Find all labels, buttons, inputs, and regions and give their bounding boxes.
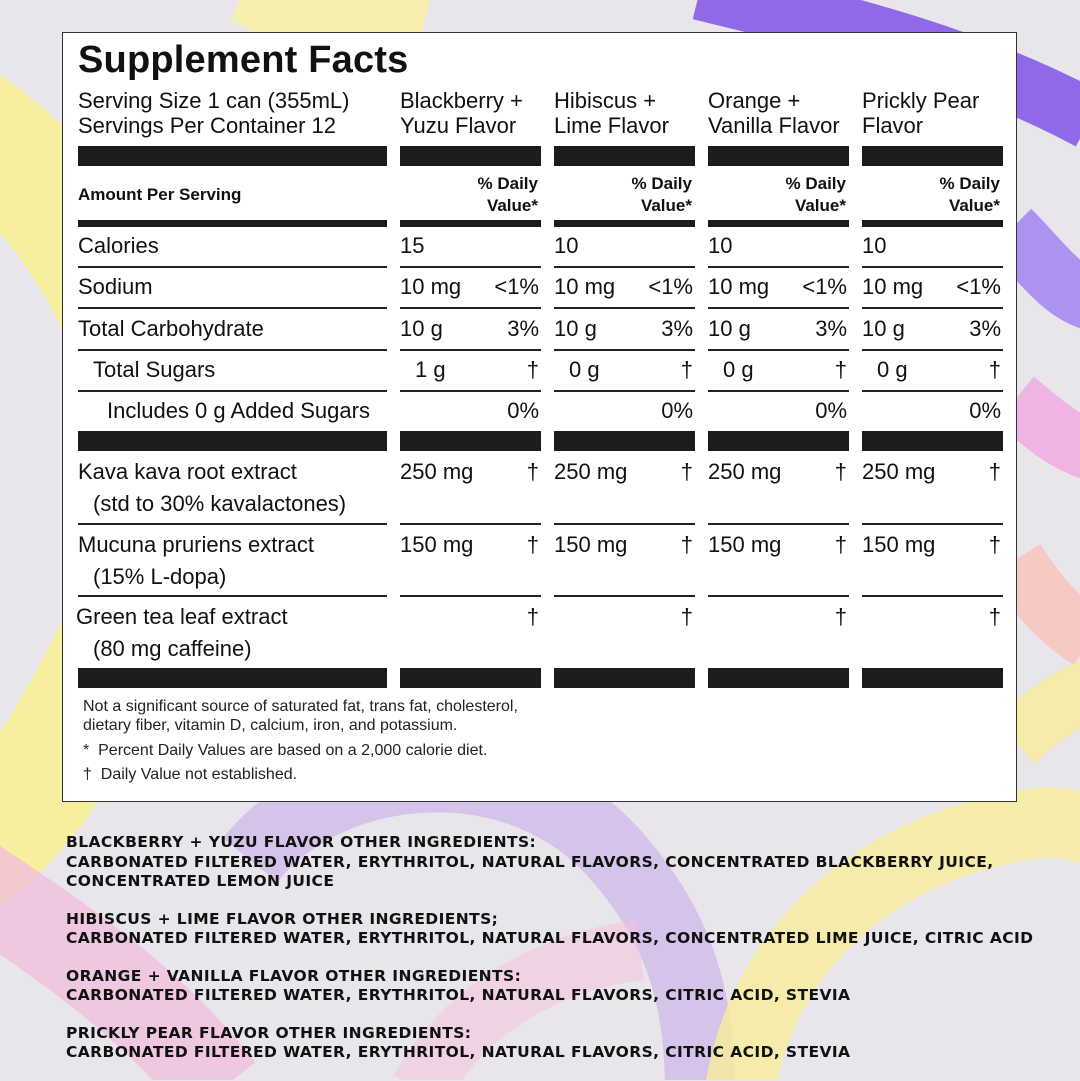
kava-dagger-1: † (526, 459, 539, 484)
medium-divider (862, 220, 1003, 227)
mucuna-dagger-2: † (680, 532, 693, 557)
kava-value-3: 250 mg (708, 459, 782, 484)
mucuna-value-3: 150 mg (708, 532, 782, 557)
mucuna-sublabel: (15% L-dopa) (93, 564, 227, 589)
added-sugars-pct-2: 0% (661, 398, 693, 423)
flavor-header-1-line2: Yuzu Flavor (400, 113, 517, 138)
daily-value-header-4: % Daily Value* (939, 174, 1000, 215)
mucuna-dagger-3: † (834, 532, 847, 557)
added-sugars-pct-3: 0% (815, 398, 847, 423)
pink-ribbon-right (1015, 400, 1080, 450)
dagger-symbol: † (83, 766, 92, 783)
ingredients-hibiscus-lime (66, 910, 1033, 949)
thick-divider (554, 431, 695, 451)
sodium-pct-3: <1% (802, 274, 847, 299)
thick-divider (862, 668, 1003, 688)
flavor-header-3-line1: Orange + (708, 88, 801, 113)
green-tea-sublabel: (80 mg caffeine) (93, 636, 252, 661)
carbohydrate-pct-3: 3% (815, 316, 847, 341)
added-sugars-pct-4: 0% (969, 398, 1001, 423)
thick-divider (708, 431, 849, 451)
footnote-daily-values: * Percent Daily Values are based on a 2,000 calorie diet. (83, 742, 488, 759)
yellow-ribbon-right (1015, 690, 1080, 740)
calories-value-3: 10 (708, 233, 733, 258)
calories-label: Calories (78, 233, 159, 258)
carbohydrate-value-2: 10 g (554, 316, 597, 341)
serving-size: Serving Size 1 can (355mL) (78, 88, 350, 113)
ingredients-blackberry-yuzu (66, 833, 1033, 892)
thick-divider (400, 431, 541, 451)
carbohydrate-pct-1: 3% (507, 316, 539, 341)
sugars-dagger-1: † (526, 357, 539, 382)
kava-value-4: 250 mg (862, 459, 936, 484)
thick-divider (554, 668, 695, 688)
mucuna-value-2: 150 mg (554, 532, 628, 557)
ingredients-heading: PRICKLY PEAR FLAVOR OTHER INGREDIENTS: (66, 1023, 472, 1042)
medium-divider (554, 220, 695, 227)
carbohydrate-pct-4: 3% (969, 316, 1001, 341)
sodium-value-2: 10 mg (554, 274, 616, 299)
thick-divider (400, 146, 541, 166)
thick-divider (862, 146, 1003, 166)
sodium-label: Sodium (78, 274, 153, 299)
ingredients-line: CARBONATED FILTERED WATER, ERYTHRITOL, NATURAL FLAVORS, CONCENTRATED LIME JUICE, CITRIC ACID (66, 929, 1034, 947)
ingredients-line: CARBONATED FILTERED WATER, ERYTHRITOL, NATURAL FLAVORS, CONCENTRATED BLACKBERRY JUICE, (66, 852, 994, 871)
mucuna-label: Mucuna pruriens extract (78, 532, 314, 557)
sugars-value-3: 0 g (723, 357, 754, 382)
sodium-pct-4: <1% (956, 274, 1001, 299)
ingredients-heading: BLACKBERRY + YUZU FLAVOR OTHER INGREDIENTS: (66, 833, 537, 851)
kava-value-2: 250 mg (554, 459, 628, 484)
medium-divider (400, 220, 541, 227)
ingredients-line: CONCENTRATED LEMON JUICE (66, 872, 335, 890)
sugars-value-1: 1 g (415, 357, 446, 382)
sodium-value-1: 10 mg (400, 274, 462, 299)
added-sugars-label: Includes 0 g Added Sugars (107, 398, 370, 423)
amount-per-serving: Amount Per Serving (78, 185, 242, 204)
flavor-header-2-line2: Lime Flavor (554, 113, 669, 138)
sugars-value-4: 0 g (877, 357, 908, 382)
servings-per-container: Servings Per Container 12 (78, 113, 337, 138)
calories-value-4: 10 (862, 233, 887, 258)
thick-divider (78, 146, 387, 166)
footnote-line-1: Not a significant source of saturated fat, trans fat, cholesterol, (83, 698, 518, 715)
sodium-pct-2: <1% (648, 274, 693, 299)
medium-divider (78, 220, 387, 227)
panel-title: Supplement Facts (78, 39, 409, 81)
carbohydrate-pct-2: 3% (661, 316, 693, 341)
thick-divider (708, 146, 849, 166)
flavor-header-4-line2: Flavor (862, 113, 924, 138)
footnote-not-established: † Daily Value not established. (83, 766, 298, 783)
ingredients-heading: ORANGE + VANILLA FLAVOR OTHER INGREDIENTS: (66, 966, 522, 985)
footnote-line-2: dietary fiber, vitamin D, calcium, iron, and potassium. (83, 717, 458, 734)
sodium-value-3: 10 mg (708, 274, 770, 299)
green-tea-dagger-3: † (834, 604, 847, 629)
green-tea-label: Green tea leaf extract (76, 604, 288, 629)
carbohydrate-value-3: 10 g (708, 316, 751, 341)
flavor-header-3-line2: Vanilla Flavor (708, 113, 840, 138)
calories-value-2: 10 (554, 233, 579, 258)
ingredients-line: CARBONATED FILTERED WATER, ERYTHRITOL, NATURAL FLAVORS, CITRIC ACID, STEVIA (66, 986, 851, 1004)
daily-value-header-1: % Daily Value* (477, 174, 538, 215)
kava-sublabel: (std to 30% kavalactones) (93, 491, 347, 516)
medium-divider (708, 220, 849, 227)
asterisk-symbol: * (83, 742, 90, 759)
other-ingredients (66, 833, 1033, 1081)
sugars-value-2: 0 g (569, 357, 600, 382)
carbohydrate-label: Total Carbohydrate (78, 316, 264, 341)
mucuna-dagger-1: † (526, 532, 539, 557)
flavor-header-4-line1: Prickly Pear (862, 88, 980, 113)
ingredients-prickly-pear (66, 1024, 1033, 1063)
thick-divider (862, 431, 1003, 451)
sodium-value-4: 10 mg (862, 274, 924, 299)
sugars-dagger-2: † (680, 357, 693, 382)
thick-divider (554, 146, 695, 166)
kava-dagger-4: † (988, 459, 1001, 484)
daily-value-header-3: % Daily Value* (785, 174, 846, 215)
ingredients-heading: HIBISCUS + LIME FLAVOR OTHER INGREDIENTS; (66, 909, 499, 928)
mucuna-value-1: 150 mg (400, 532, 474, 557)
green-tea-dagger-4: † (988, 604, 1001, 629)
green-tea-dagger-2: † (680, 604, 693, 629)
sodium-pct-1: <1% (494, 274, 539, 299)
mucuna-value-4: 150 mg (862, 532, 936, 557)
carbohydrate-value-1: 10 g (400, 316, 443, 341)
mucuna-dagger-4: † (988, 532, 1001, 557)
calories-value-1: 15 (400, 233, 425, 258)
ingredients-orange-vanilla (66, 967, 1033, 1006)
flavor-header-2-line1: Hibiscus + (554, 88, 657, 113)
carbohydrate-value-4: 10 g (862, 316, 905, 341)
kava-label: Kava kava root extract (78, 459, 297, 484)
flavor-header-1-line1: Blackberry + (400, 88, 523, 113)
total-sugars-label: Total Sugars (93, 357, 216, 382)
daily-value-header-2: % Daily Value* (631, 174, 692, 215)
thick-divider (78, 431, 387, 451)
thick-divider (78, 668, 387, 688)
added-sugars-pct-1: 0% (507, 398, 539, 423)
green-tea-dagger-1: † (526, 604, 539, 629)
sugars-dagger-4: † (988, 357, 1001, 382)
ingredients-line: CARBONATED FILTERED WATER, ERYTHRITOL, NATURAL FLAVORS, CITRIC ACID, STEVIA (66, 1043, 851, 1061)
supplement-facts-panel (62, 32, 1017, 802)
sugars-dagger-3: † (834, 357, 847, 382)
thick-divider (400, 668, 541, 688)
kava-dagger-2: † (680, 459, 693, 484)
kava-value-1: 250 mg (400, 459, 474, 484)
thick-divider (708, 668, 849, 688)
kava-dagger-3: † (834, 459, 847, 484)
